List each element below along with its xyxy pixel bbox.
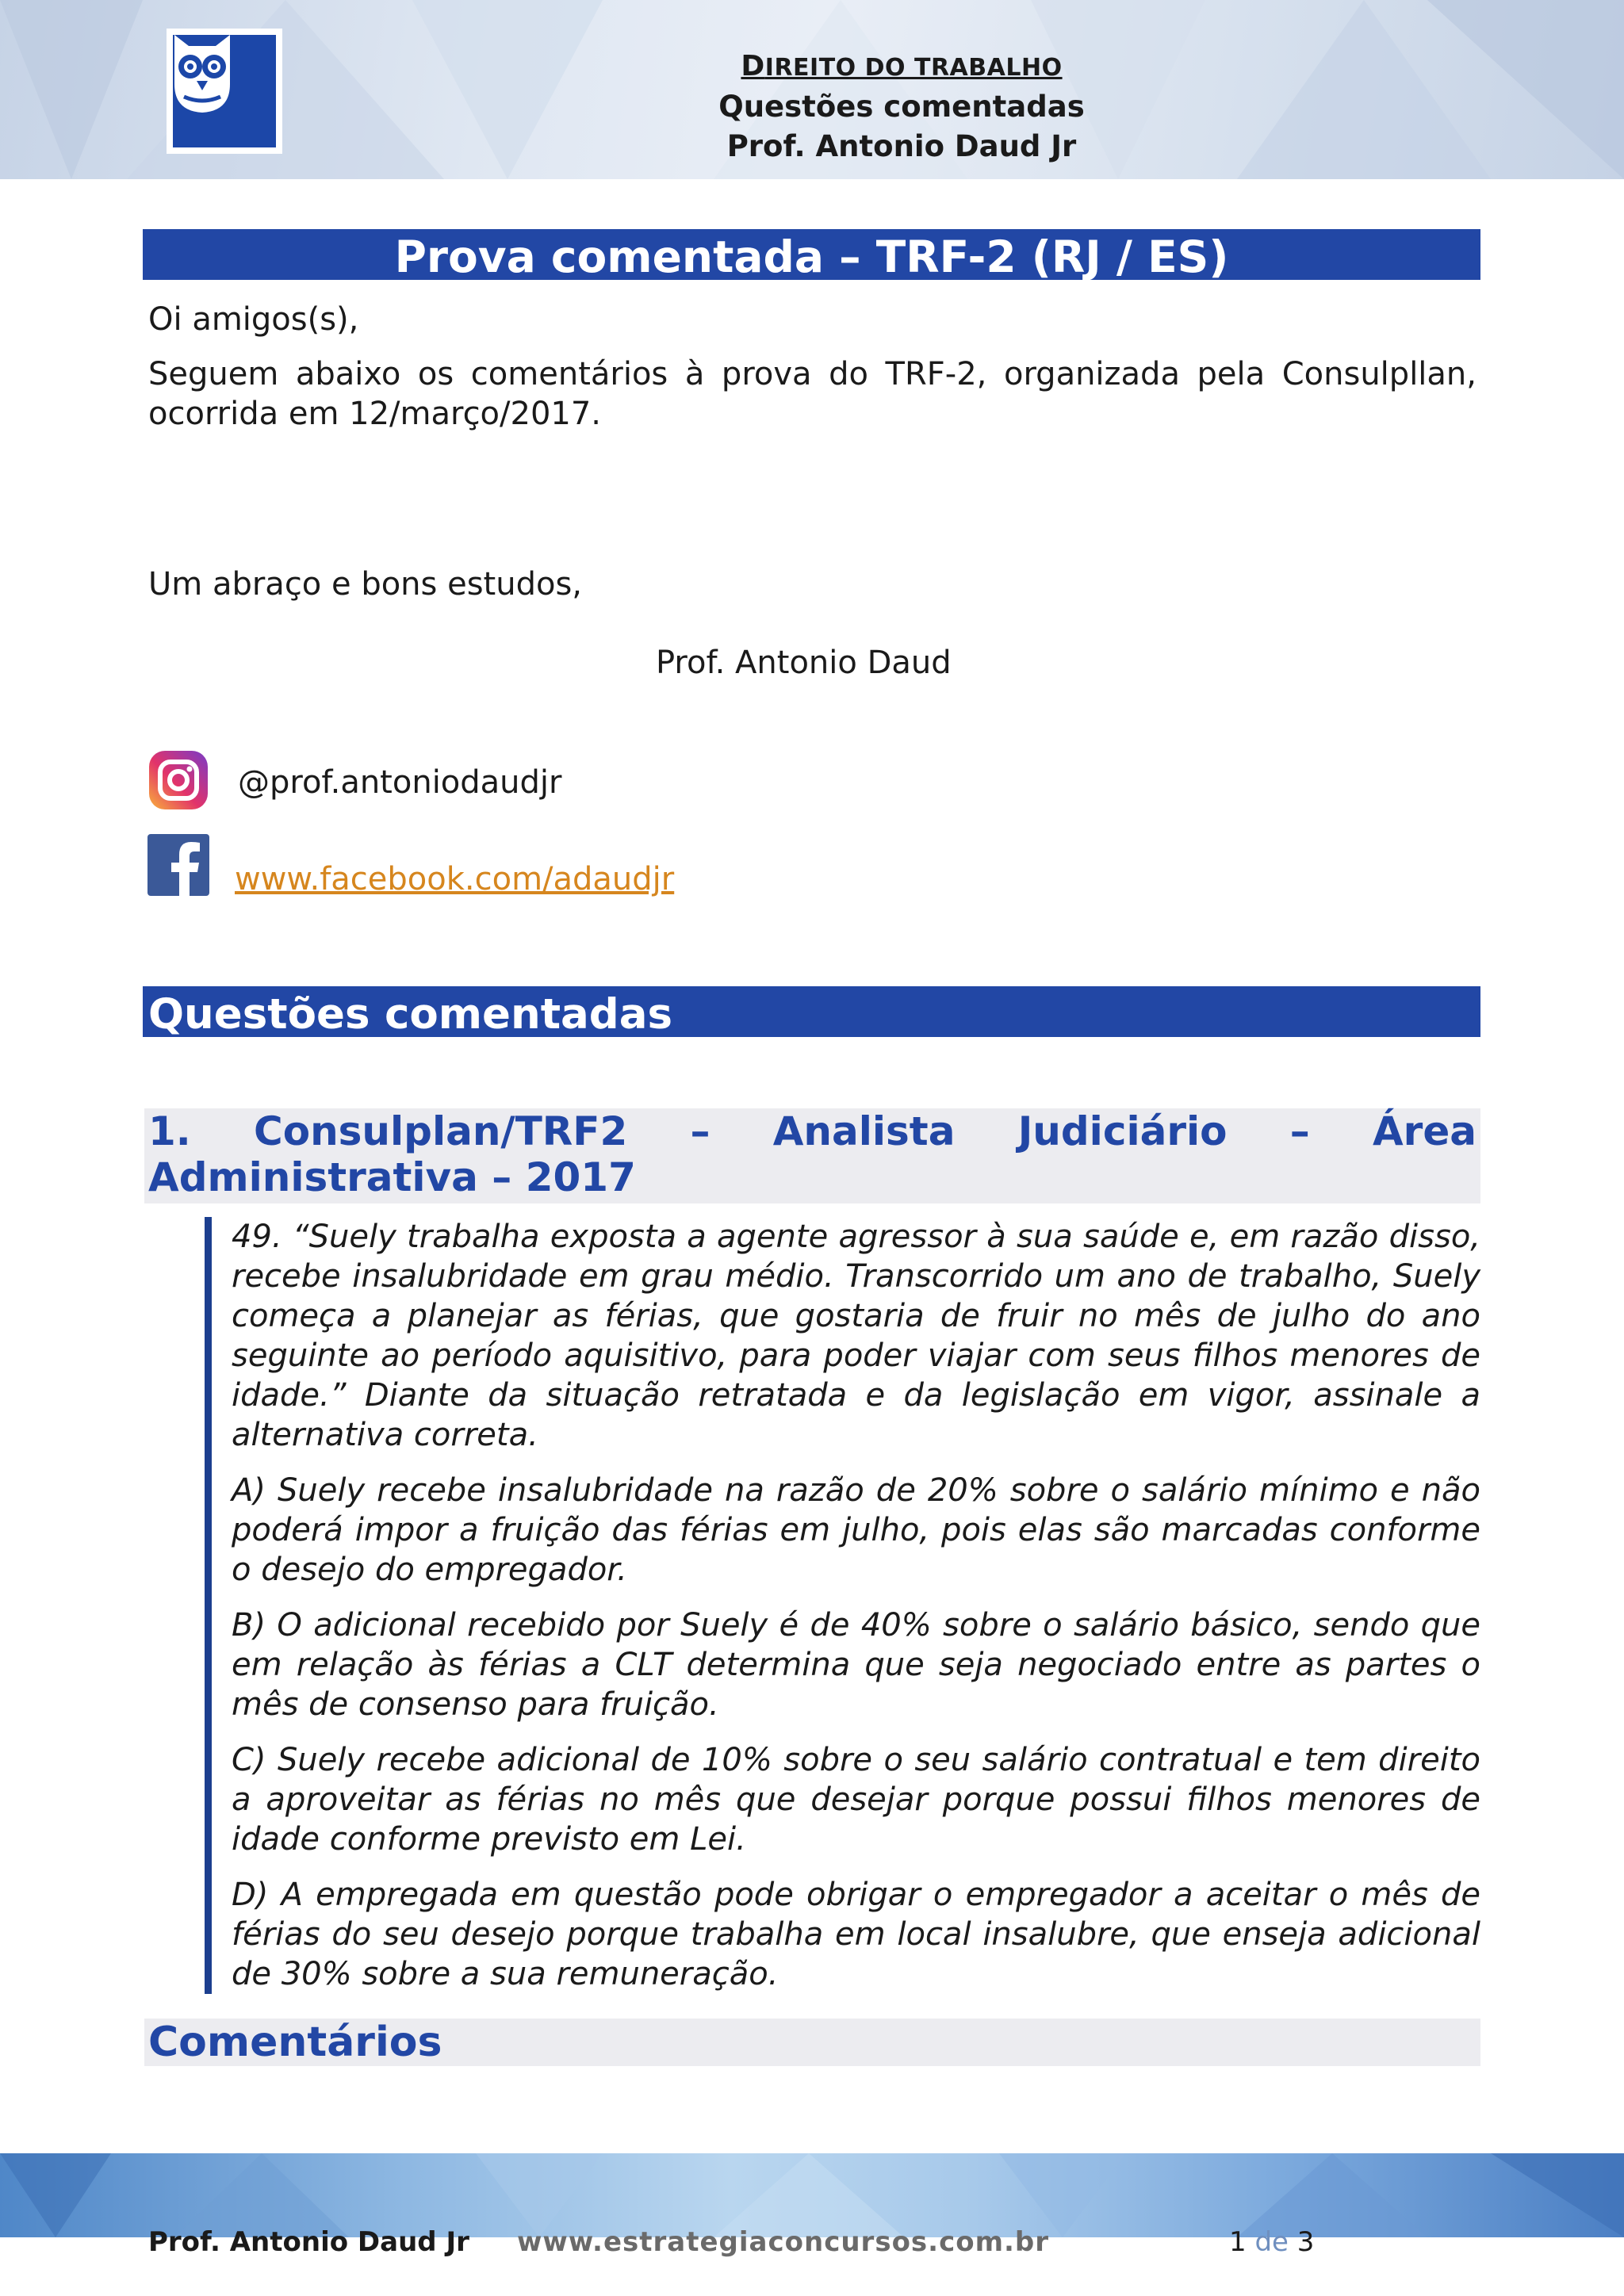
header-author: Prof. Antonio Daud Jr xyxy=(726,129,1077,163)
question-statement: 49. “Suely trabalha exposta a agente agressor à sua saúde e, em razão disso, recebe insalubridade em grau médio. Transcorrido um ano de trabalho, Suely começa a planejar as férias, que gostaria de fruir no mês de julho do ano seguinte ao período aquisitivo, para poder viajar com seus filhos menores de idade.” Diante da situação retratada e da legislação em vigor, assinale a alternativa correta. xyxy=(232,1219,1480,1453)
page-header xyxy=(0,0,1624,179)
footer-author: Prof. Antonio Daud Jr xyxy=(148,2226,469,2258)
page-number: 1 de 3 xyxy=(1229,2226,1315,2258)
owl-logo-icon xyxy=(167,29,282,154)
option-a: A) Suely recebe insalubridade na razão de 20% sobre o salário mínimo e não poderá impor a fruição das férias em julho, pois elas são marcadas conforme o desejo do empregador. xyxy=(232,1472,1480,1588)
option-b: B) O adicional recebido por Suely é de 40% sobre o salário básico, sendo que em relação às férias a CLT determina que seja negociado entre as partes o mês de consenso para fruição. xyxy=(232,1607,1480,1723)
header-text xyxy=(684,48,1120,166)
facebook-link[interactable]: www.facebook.com/adaudjr xyxy=(235,861,675,897)
question-heading: 1. Consulplan/TRF2 – Analista Judiciário – Área Administrativa – 2017 xyxy=(148,1108,1477,1200)
question-heading-band xyxy=(144,1108,1480,1203)
comments-heading-band xyxy=(144,2019,1480,2066)
option-c: C) Suely recebe adicional de 10% sobre o seu salário contratual e tem direito a aproveitar as férias no mês que desejar porque possui filhos menores de idade conforme previsto em Lei. xyxy=(232,1742,1480,1858)
facebook-icon[interactable] xyxy=(147,834,209,899)
header-subtitle: Questões comentadas xyxy=(718,90,1085,124)
signature: Prof. Antonio Daud xyxy=(656,645,952,681)
farewell: Um abraço e bons estudos, xyxy=(148,566,582,603)
instagram-icon xyxy=(147,749,209,814)
page-title: Prova comentada – TRF-2 (RJ / ES) xyxy=(143,229,1480,280)
instagram-handle: @prof.antoniodaudjr xyxy=(238,764,562,801)
intro-paragraph: Seguem abaixo os comentários à prova do TRF-2, organizada pela Consulpllan, ocorrida em 12/março/2017. xyxy=(148,356,1477,432)
question-body xyxy=(205,1217,1480,1994)
option-d: D) A empregada em questão pode obrigar o empregador a aceitar o mês de férias do seu desejo porque trabalha em local insalubre, que enseja adicional de 30% sobre a sua remuneração. xyxy=(232,1877,1480,1992)
footer-site-link[interactable]: www.estrategiaconcursos.com.br xyxy=(517,2226,1050,2258)
header-subject: DIREITO DO TRABALHO xyxy=(741,50,1063,82)
comments-heading: Comentários xyxy=(148,2019,442,2066)
section-title: Questões comentadas xyxy=(143,986,1480,1037)
greeting: Oi amigos(s), xyxy=(148,301,359,338)
